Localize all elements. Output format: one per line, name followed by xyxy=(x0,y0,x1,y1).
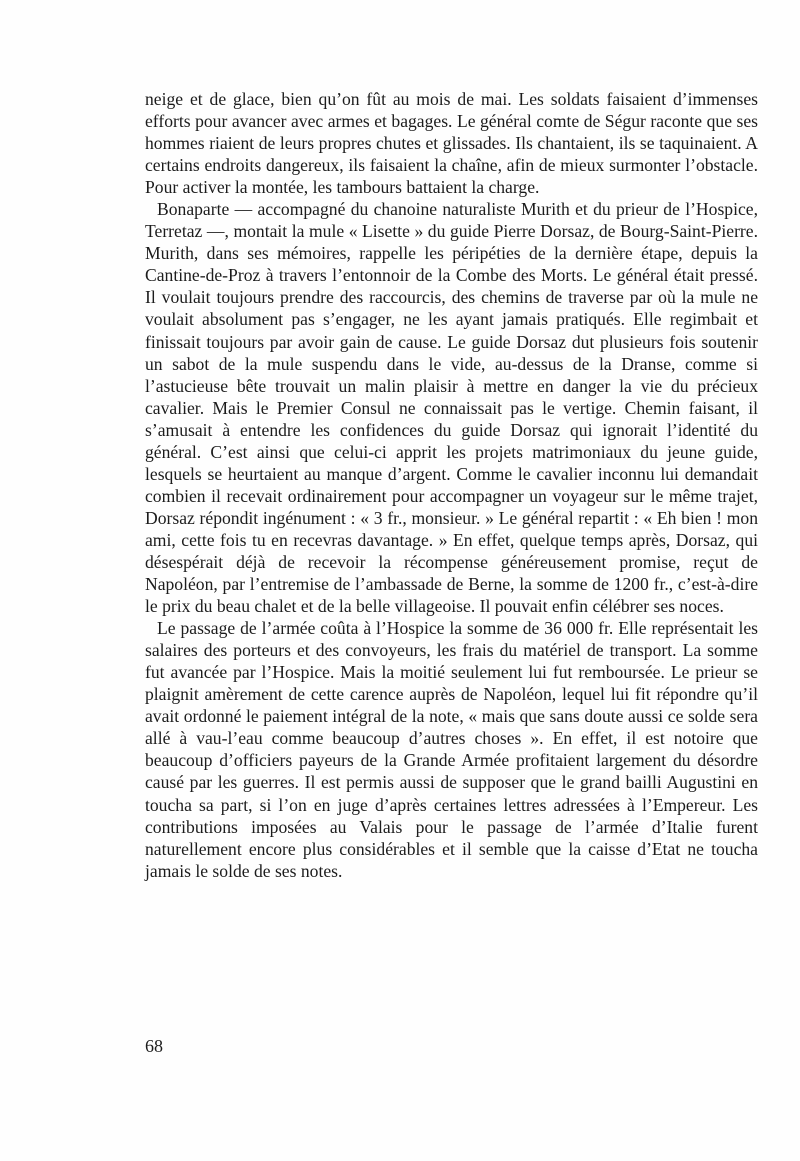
paragraph-1: neige et de glace, bien qu’on fût au mois de mai. Les soldats faisaient d’immenses efforts pour avancer avec armes et bagages. Le général comte de Ségur raconte que ses hommes riaient de leurs propres chutes et glissades. Ils chantaient, ils se taquinaient. A certains endroits dangereux, ils faisaient la chaîne, afin de mieux surmonter l’obstacle. Pour activer la montée, les tambours battaient la charge. xyxy=(145,89,758,198)
body-text xyxy=(145,88,758,882)
page-number: 68 xyxy=(145,1036,163,1056)
paragraph-3: Le passage de l’armée coûta à l’Hospice la somme de 36 000 fr. Elle représentait les salaires des porteurs et des convoyeurs, les frais du matériel de transport. La somme fut avancée par l’Hospice. Mais la moitié seulement lui fut remboursée. Le prieur se plaignit amèrement de cette carence auprès de Napoléon, lequel lui fit répondre qu’il avait ordonné le paiement intégral de la note, « mais que sans doute aussi ce solde sera allé à vau-l’eau comme beaucoup d’autres choses ». En effet, il est notoire que beaucoup d’officiers payeurs de la Grande Armée profitaient largement du désordre causé par les guerres. Il est permis aussi de supposer que le grand bailli Augustini en toucha sa part, si l’on en juge d’après certaines lettres adressées à l’Empereur. Les contributions imposées au Valais pour le passage de l’armée d’Italie furent naturellement encore plus considérables et il semble que la caisse d’Etat ne toucha jamais le solde de ses notes. xyxy=(145,618,758,881)
paragraph-2: Bonaparte — accompagné du chanoine naturaliste Murith et du prieur de l’Hospice, Terretaz —, montait la mule « Lisette » du guide Pierre Dorsaz, de Bourg-Saint-Pierre. Murith, dans ses mémoires, rappelle les péripéties de la dernière étape, depuis la Cantine-de-Proz à travers l’entonnoir de la Combe des Morts. Le général était pressé. Il voulait toujours prendre des raccourcis, des chemins de traverse par où la mule ne voulait absolument pas s’engager, ne les ayant jamais pratiqués. Elle regimbait et finissait toujours par avoir gain de cause. Le guide Dorsaz dut plusieurs fois soutenir un sabot de la mule suspendu dans le vide, au-dessus de la Dranse, comme si l’astucieuse bête trouvait un malin plaisir à mettre en danger la vie du précieux cavalier. Mais le Premier Consul ne connaissait pas le vertige. Chemin faisant, il s’amusait à entendre les confidences du guide Dorsaz qui ignorait l’identité du général. C’est ainsi que celui-ci apprit les projets matrimoniaux du jeune guide, lesquels se heurtaient au manque d’argent. Comme le cavalier inconnu lui demandait combien il recevait ordinairement pour accompagner un voyageur sur le même trajet, Dorsaz répondit ingénument : « 3 fr., monsieur. » Le général repartit : « Eh bien ! mon ami, cette fois tu en recevras davantage. » En effet, quelque temps après, Dorsaz, qui désespérait déjà de recevoir la récompense généreusement promise, reçut de Napoléon, par l’entremise de l’ambassade de Berne, la somme de 1200 fr., c’est-à-dire le prix du beau chalet et de la belle villageoise. Il pouvait enfin célébrer ses noces. xyxy=(145,199,758,617)
